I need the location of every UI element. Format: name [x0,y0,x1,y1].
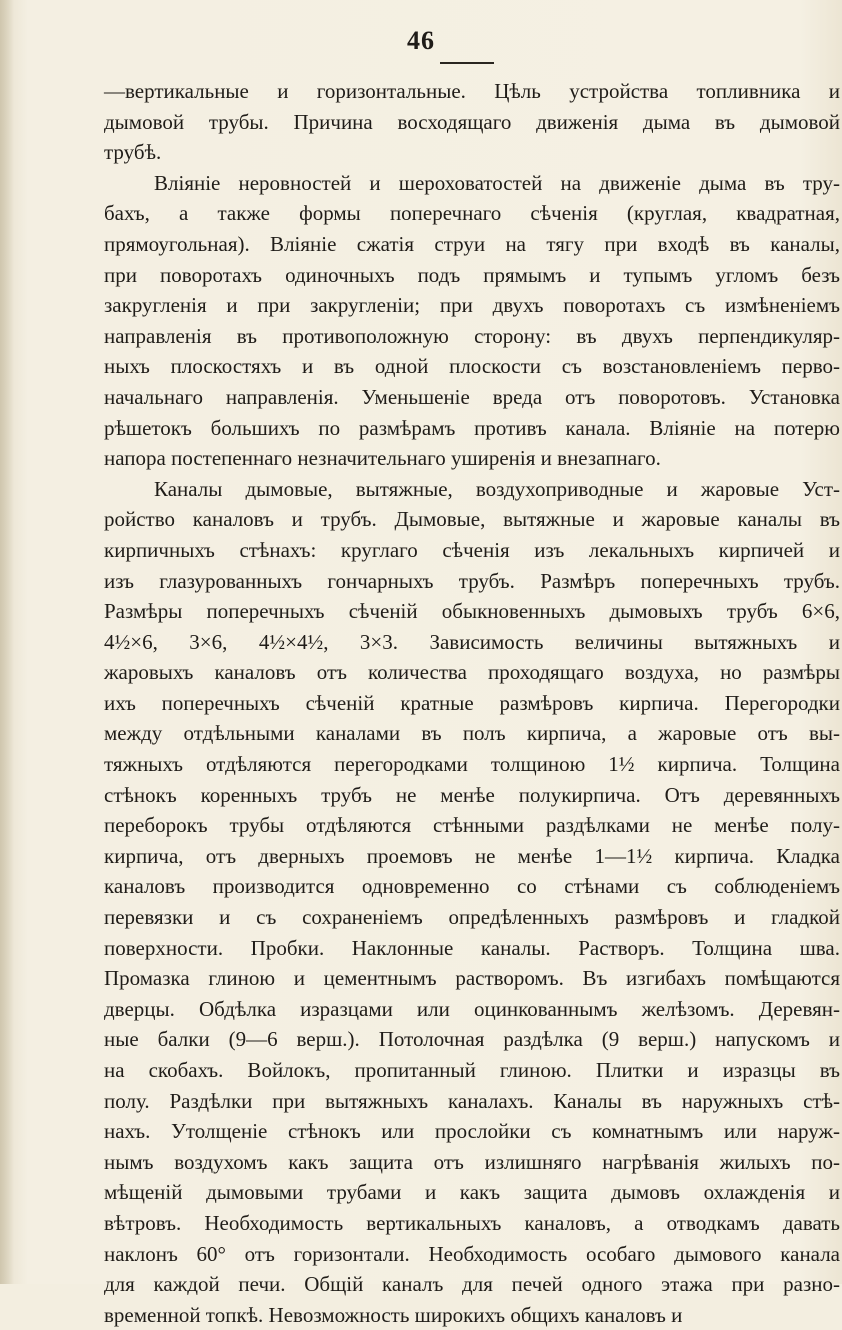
text-line: Каналы дымовые, вытяжные, воздухоприводные и жаровые Уст- [154,476,840,501]
text-line: бахъ, а также формы поперечнаго сѣченія (круглая, квадратная, [104,201,840,226]
text-line: ные балки (9—6 верш.). Потолочная раздѣлка (9 верш.) напускомъ и [104,1027,840,1052]
text-line: ихъ поперечныхъ сѣченій кратные размѣровъ кирпича. Перегородки [104,690,840,715]
text-line: жаровыхъ каналовъ отъ количества проходящаго воздуха, но размѣры [104,660,840,685]
text-line: перевязки и съ сохраненіемъ опредѣленныхъ размѣровъ и гладкой [104,905,840,930]
text-line: стѣнокъ коренныхъ трубъ не менѣе полукирпича. Отъ деревянныхъ [104,782,840,807]
text-line: ройство каналовъ и трубъ. Дымовые, вытяжные и жаровые каналы въ [104,507,840,532]
text-line: Промазка глиною и цементнымъ растворомъ. Въ изгибахъ помѣщаются [104,966,840,991]
text-line: нымъ воздухомъ какъ защита отъ излишняго нагрѣванія жилыхъ по- [104,1149,840,1174]
text-line: прямоугольная). Вліяніе сжатія струи на тягу при входѣ въ каналы, [104,231,840,256]
page-edge-shadow [0,0,14,1284]
text-line: начальнаго направленія. Уменьшеніе вреда отъ поворотовъ. Установка [104,384,840,409]
text-line: закругленія и при закругленіи; при двухъ поворотахъ съ измѣненіемъ [104,293,840,318]
text-line: изъ глазурованныхъ гончарныхъ трубъ. Размѣръ поперечныхъ трубъ. [104,568,840,593]
text-line: —вертикальные и горизонтальные. Цѣль устройства топливника и [104,79,840,103]
text-line: на скобахъ. Войлокъ, пропитанный глиною. Плитки и изразцы въ [104,1058,840,1082]
text-line: трубѣ. [104,140,162,165]
text-line: поверхности. Пробки. Наклонные каналы. Растворъ. Толщина шва. [104,935,840,960]
text-line: кирпича, отъ дверныхъ проемовъ не менѣе 1—1½ кирпича. Кладка [104,843,840,868]
body-text [104,76,840,1330]
text-line: каналовъ производится одновременно со стѣнами съ соблюденіемъ [104,874,840,899]
text-line: между отдѣльными каналами въ полъ кирпича, а жаровые отъ вы- [104,721,840,746]
paragraph [104,168,840,474]
text-line: Вліяніе неровностей и шероховатостей на движеніе дыма въ тру- [154,170,840,195]
text-line: при поворотахъ одиночныхъ подъ прямымъ и тупымъ угломъ безъ [104,262,840,287]
text-line: временной топкѣ. Невозможность широкихъ общихъ каналовъ и [104,1302,683,1327]
text-line: ныхъ плоскостяхъ и въ одной плоскости съ возстановленіемъ перво- [104,354,840,379]
text-line: дверцы. Обдѣлка изразцами или оцинкованнымъ желѣзомъ. Деревян- [104,996,840,1021]
text-line: Размѣры поперечныхъ сѣченій обыкновенныхъ дымовыхъ трубъ 6×6, [104,599,840,624]
text-line: напора постепеннаго незначительнаго уширенія и внезапнаго. [104,446,661,471]
paragraph [104,76,840,168]
text-line: мѣщеній дымовыми трубами и какъ защита дымовъ охлажденія и [104,1180,840,1205]
page-number: 46 [407,26,435,55]
page-number-underline [440,62,494,64]
text-line: направленія въ противоположную сторону: въ двухъ перпендикуляр- [104,323,840,348]
text-line: переборокъ трубы отдѣляются стѣнными раздѣлками не менѣе полу- [104,813,840,838]
text-line: тяжныхъ отдѣляются перегородками толщиною 1½ кирпича. Толщина [104,752,840,777]
text-line: рѣшетокъ большихъ по размѣрамъ противъ канала. Вліяніе на потерю [104,415,840,440]
paragraph [104,474,840,1330]
text-line: полу. Раздѣлки при вытяжныхъ каналахъ. Каналы въ наружныхъ стѣ- [104,1088,840,1113]
text-line: дымовой трубы. Причина восходящаго движенія дыма въ дымовой [104,109,840,134]
text-line: для каждой печи. Общій каналъ для печей одного этажа при разно- [104,1272,840,1297]
text-line: наклонъ 60° отъ горизонтали. Необходимость особаго дымового канала [104,1241,840,1266]
text-line: нахъ. Утолщеніе стѣнокъ или прослойки съ комнатнымъ или наруж- [104,1119,840,1144]
text-line: вѣтровъ. Необходимость вертикальныхъ каналовъ, а отводкамъ давать [104,1210,840,1235]
text-line: 4½×6, 3×6, 4½×4½, 3×3. Зависимость величины вытяжныхъ и [104,629,840,654]
text-line: кирпичныхъ стѣнахъ: круглаго сѣченія изъ лекальныхъ кирпичей и [104,537,840,562]
